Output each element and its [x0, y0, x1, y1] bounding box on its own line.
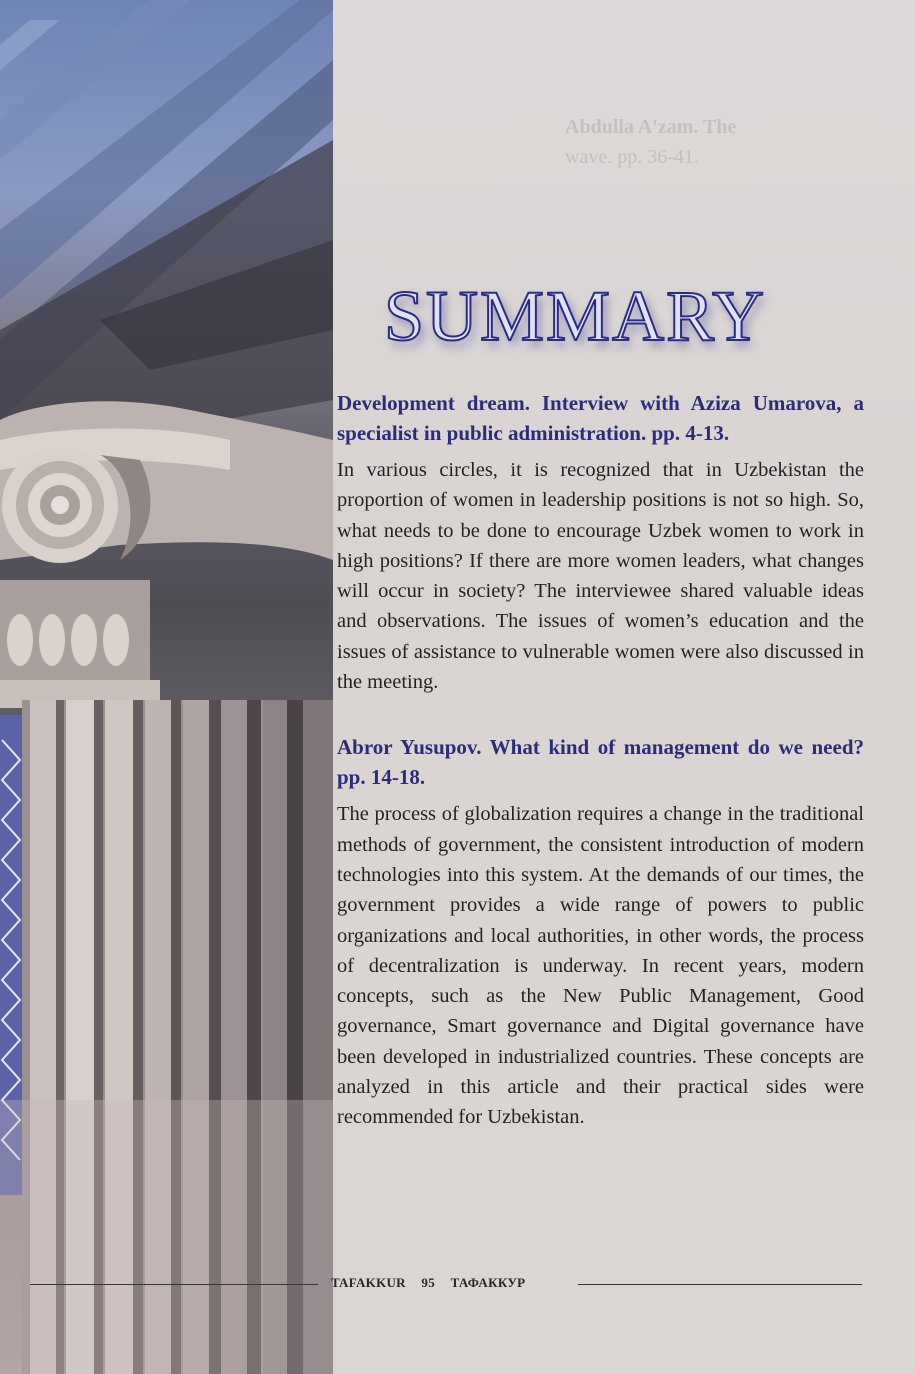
summary-content — [337, 388, 864, 1133]
page-footer — [30, 1273, 862, 1297]
ionic-column-illustration — [0, 0, 333, 1374]
article-2-body: The process of globalization requires a change in the traditional methods of government, the consistent introduction of modern technologies into this system. At the demands of our times, the government provides a wide range of powers to public organizations and local authorities, in other words, the process of decentralization is underway. In recent years, modern concepts, such as the New Public Management, Good governance, Smart governance and Digital governance have been developed in industrialized countries. These concepts are analyzed in this article and their practical sides were recommended for Uzbekistan. — [337, 803, 864, 1129]
show-through-line-1: Abdulla A'zam. The — [565, 116, 737, 138]
page-number: 95 — [421, 1275, 436, 1290]
footer-rule-left — [30, 1284, 318, 1285]
show-through-line-2: wave. pp. 36-41. — [565, 146, 699, 168]
footer-text — [331, 1275, 537, 1291]
footer-rule-right — [578, 1284, 862, 1285]
footer-journal-cyrillic: ТАФАККУР — [450, 1275, 526, 1290]
article-1-body: In various circles, it is recognized that in Uzbekistan the proportion of women in leadership positions is not so high. So, what needs to be done to encourage Uzbek women to work in high positions? If there are more women leaders, what changes will occur in society? The interviewee shared valuable ideas and observations. The issues of women’s education and the issues of assistance to vulnerable women were also discussed in the meeting. — [337, 459, 864, 694]
page-title: SUMMARY — [384, 276, 767, 356]
footer-journal-latin: TAFAKKUR — [331, 1275, 406, 1290]
show-through-text — [565, 112, 915, 172]
article-2-heading: Abror Yusupov. What kind of management do we need? pp. 14-18. — [337, 735, 864, 790]
column-photo — [0, 0, 333, 1374]
article-1-heading: Development dream. Interview with Aziza Umarova, a specialist in public administration. pp. 4-13. — [337, 391, 864, 445]
